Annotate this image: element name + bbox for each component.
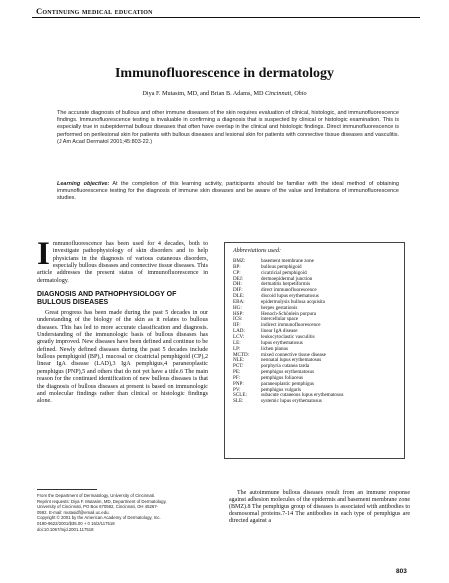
footnote-line: 0592. E-mail: mutasidf@email.uc.edu.	[37, 509, 110, 515]
abbreviation-key: BMZ:	[233, 258, 246, 264]
header-rule	[32, 17, 420, 18]
abbreviation-key: ICS:	[233, 316, 243, 323]
author-names: Diya F. Mutasim, MD, and Brian B. Adams, MD	[142, 90, 264, 97]
abbreviation-value: dermoepidermal junction	[261, 275, 313, 282]
left-column	[37, 236, 208, 406]
abbreviation-value: direct immunofluorescence	[261, 287, 317, 294]
abbreviation-key: NLE:	[233, 357, 245, 364]
abbreviation-value: neonatal lupus erythematosus	[261, 357, 322, 364]
abbreviation-value: mixed connective tissue disease	[261, 351, 326, 358]
abbreviation-value: cicatricial pemphigoid	[261, 269, 307, 276]
abbreviation-key: SLE:	[233, 398, 244, 405]
abbreviation-value: leukocytoclastic vasculitis	[261, 333, 315, 340]
abbreviation-value: basement membrane zone	[261, 258, 314, 264]
abbreviation-value: indirect immunofluorescence	[261, 322, 321, 329]
abbreviation-value: dermatitis herpetiformis	[261, 281, 311, 288]
abbreviation-row	[233, 399, 398, 405]
abbreviation-value: intercellular space	[261, 316, 299, 323]
page-number: 803	[396, 568, 407, 575]
footnote-line: Copyright © 2001 by the American Academy of Dermatology, Inc.	[37, 515, 161, 521]
learning-objective-label: Learning objective:	[57, 181, 110, 187]
abbreviation-key: DEJ:	[233, 275, 244, 282]
right-column-text: The autoimmune bullous diseases result from an immune response against adhesion molecules of the epidermis and basement membrane zone (BMZ).8 The pemphigus group of diseases is associated with antibodies to desmosomal proteins.7-14 The antibodies in each type of pemphigus are directed against a	[229, 490, 410, 525]
abbreviation-value: herpes gestationis	[261, 304, 298, 311]
abbreviation-key: BP:	[233, 263, 241, 270]
abbreviation-value: lupus erythematosus	[261, 339, 303, 346]
article-title: Immunofluorescence in dermatology	[114, 66, 335, 81]
footnote-line: Reprint requests: Diya F. Mutasim, MD, Department of Dermatology,	[37, 498, 167, 504]
abbreviation-key: HSP:	[233, 310, 244, 317]
abbreviation-value: pemphigus vulgaris	[261, 386, 302, 393]
abbreviation-value: epidermolysis bullosa acquisita	[261, 298, 325, 305]
abbreviation-key: DLE:	[233, 293, 245, 300]
abstract: The accurate diagnosis of bullous and other immune diseases of the skin requires evaluation of clinical, histologic, and immunofluorescence findings. Immunofluorescence testing is invaluable in confirming a diagnosis that is suspected by clinical or histologic examination. This is especially true in subepidermal bullous diseases that often have overlap in the clinical and histologic findings. Direct immunofluorescence is performed on perilesional skin for patients with bullous diseases and lesional skin for patients with connective tissue diseases and vasculitis. (J Am Acad Dermatol 2001;45:803-22.)	[57, 110, 399, 145]
author-location: Cincinnati, Ohio	[264, 90, 307, 97]
abbreviation-key: EBA:	[233, 298, 245, 305]
body-paragraph: Great progress has been made during the past 5 decades in our understanding of the biology of the skin as it relates to bullous diseases. This has led to more accurate classification and diagnosis. Understanding of the immunologic basis of bullous diseases has greatly improved. New diseases have been defined and continue to be defined. Newly defined diseases during the past 5 decades include bullous pemphigoid (BP),1 mucosal or cicatricial pemphigoid (CP),2 linear IgA disease (LAD),3 IgA pemphigus,4 paraneoplastic pemphigus (PNP),5 and others that do not yet have a title.6 The main reason for the continued identification of new bullous diseases is that the diagnosis of bullous diseases at present is based on immunologic and molecular findings rather than clinical or histologic findings alone.	[37, 310, 208, 405]
abbreviation-key: PCT:	[233, 363, 244, 370]
abbreviation-key: LCV:	[233, 333, 245, 340]
abbreviation-value: paraneoplastic pemphigus	[261, 380, 315, 387]
footnote-rule	[37, 489, 97, 490]
author-line	[0, 90, 449, 97]
abbreviation-value: discoid lupus erythematosus	[261, 293, 319, 300]
abbreviation-key: IIF:	[233, 322, 241, 329]
abbreviation-key: CP:	[233, 269, 241, 276]
abbreviations-box	[224, 242, 405, 459]
abbreviation-key: MCTD:	[233, 351, 250, 358]
abbreviation-key: PNP:	[233, 380, 244, 387]
abbreviation-value: pemphigus erythematosus	[261, 369, 315, 376]
abbreviation-value: linear IgA disease	[261, 328, 298, 335]
abbreviation-value: Henoch-Schönlein purpura	[261, 310, 317, 317]
abbreviation-value: lichen planus	[261, 345, 289, 352]
intro-paragraph	[37, 236, 208, 285]
abbreviation-value: pemphigus foliaceus	[261, 374, 304, 381]
footnote-line: doi:10.1067/mjd.2001.117518	[37, 526, 94, 532]
abbreviation-key: PF:	[233, 374, 241, 381]
footnote	[37, 493, 212, 532]
abbreviation-key: HG:	[233, 304, 242, 311]
abbreviation-key: LAD:	[233, 328, 245, 335]
abbreviation-key: PE:	[233, 369, 241, 376]
abbreviations-title: Abbreviations used:	[233, 248, 281, 254]
abbreviation-key: LP:	[233, 345, 241, 352]
abbreviation-key: PV:	[233, 386, 241, 393]
section-subhead: DIAGNOSIS AND PATHOPHYSIOLOGY OF BULLOUS DISEASES	[37, 291, 177, 307]
abbreviation-key: DIF:	[233, 287, 243, 294]
footnote-line: From the Department of Dermatology, University of Cincinnati.	[37, 493, 156, 498]
section-header: Continuing medical education	[36, 6, 153, 16]
abbreviation-key: SCLE:	[233, 392, 247, 399]
abbreviation-value: subacute cutaneous lupus erythematosus	[261, 392, 344, 399]
footnote-line: University of Cincinnati, PO Box 670592, Cincinnati, OH 45267-	[37, 504, 159, 510]
learning-objective-text: At the completion of this learning activity, participants should be familiar with the ideal method of obtaining immunofluorescence testing for the diagnosis of immune skin diseases and be aware of the value and limitations of immunofluorescence studies.	[57, 181, 399, 202]
learning-objective	[57, 181, 399, 203]
abbreviation-key: DH:	[233, 281, 242, 288]
abbreviation-value: bullous pemphigoid	[261, 263, 302, 270]
abbreviations-list	[233, 259, 398, 405]
drop-cap: I	[37, 236, 50, 272]
footnote-line: 0190-9622/2001/$35.00 + 0 16/2/117518	[37, 520, 115, 526]
abbreviation-value: systemic lupus erythematosus	[261, 398, 322, 405]
abbreviation-key: LE:	[233, 339, 241, 346]
intro-text: mmunofluorescence has been used for 4 decades, both to investigate pathophysiology of skin disorders and to help physicians in the diagnosis of various cutaneous disorders, especially bullous diseases and connective tissue diseases. This article addresses the present status of immunofluorescence in dermatology.	[37, 241, 208, 284]
abbreviation-value: porphyria cutanea tarda	[261, 363, 310, 370]
